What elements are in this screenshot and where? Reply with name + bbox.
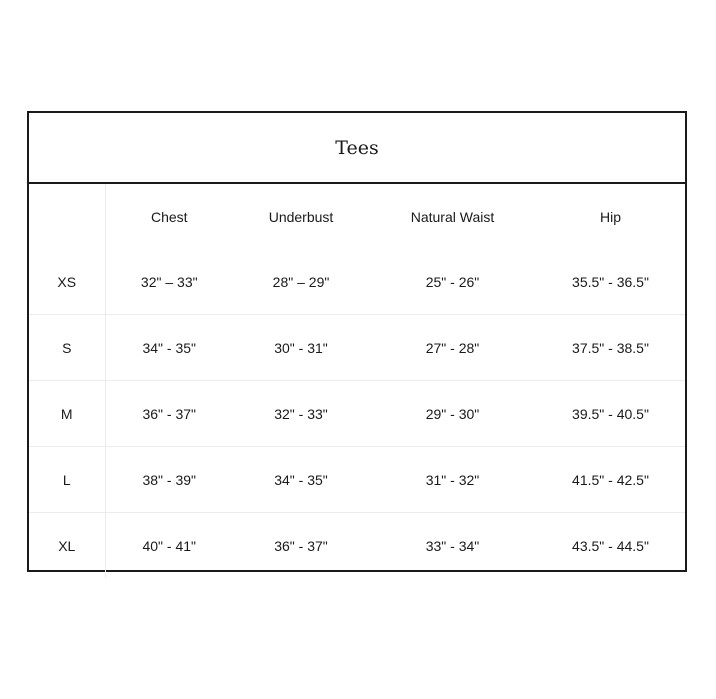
chart-title: Tees bbox=[29, 113, 685, 184]
header-row bbox=[29, 184, 685, 249]
header-hip: Hip bbox=[599, 208, 621, 225]
underbust-cell: 36" - 37" bbox=[233, 513, 369, 579]
natural-waist-cell: 29" - 30" bbox=[369, 381, 536, 447]
chest-cell: 32" – 33" bbox=[140, 273, 198, 290]
size-label: M bbox=[29, 381, 105, 447]
table-row bbox=[29, 315, 685, 381]
size-label: XS bbox=[29, 249, 105, 315]
table-row bbox=[29, 447, 685, 513]
hip-cell: 37.5" - 38.5" bbox=[536, 315, 685, 381]
natural-waist-cell: 31" - 32" bbox=[369, 447, 536, 513]
chest-cell: 38" - 39" bbox=[105, 447, 233, 513]
header-natural-waist: Natural Waist bbox=[410, 208, 495, 225]
size-label: XL bbox=[29, 513, 105, 579]
size-table bbox=[29, 184, 685, 578]
hip-cell: 39.5" - 40.5" bbox=[536, 381, 685, 447]
table-row bbox=[29, 249, 685, 315]
header-chest: Chest bbox=[150, 208, 188, 225]
chest-cell: 34" - 35" bbox=[105, 315, 233, 381]
size-label: L bbox=[29, 447, 105, 513]
table-row bbox=[29, 381, 685, 447]
table-row bbox=[29, 513, 685, 579]
chest-cell: 36" - 37" bbox=[105, 381, 233, 447]
header-corner bbox=[29, 184, 105, 249]
natural-waist-cell: 27" - 28" bbox=[369, 315, 536, 381]
hip-cell: 41.5" - 42.5" bbox=[536, 447, 685, 513]
natural-waist-cell: 25" - 26" bbox=[425, 273, 480, 290]
underbust-cell: 30" - 31" bbox=[233, 315, 369, 381]
header-underbust: Underbust bbox=[268, 208, 334, 225]
natural-waist-cell: 33" - 34" bbox=[369, 513, 536, 579]
size-chart bbox=[27, 111, 687, 572]
hip-cell: 35.5" - 36.5" bbox=[572, 273, 649, 290]
hip-cell: 43.5" - 44.5" bbox=[536, 513, 685, 579]
underbust-cell: 32" - 33" bbox=[233, 381, 369, 447]
underbust-cell: 28" – 29" bbox=[272, 273, 330, 290]
underbust-cell: 34" - 35" bbox=[233, 447, 369, 513]
chest-cell: 40" - 41" bbox=[105, 513, 233, 579]
size-label: S bbox=[29, 315, 105, 381]
